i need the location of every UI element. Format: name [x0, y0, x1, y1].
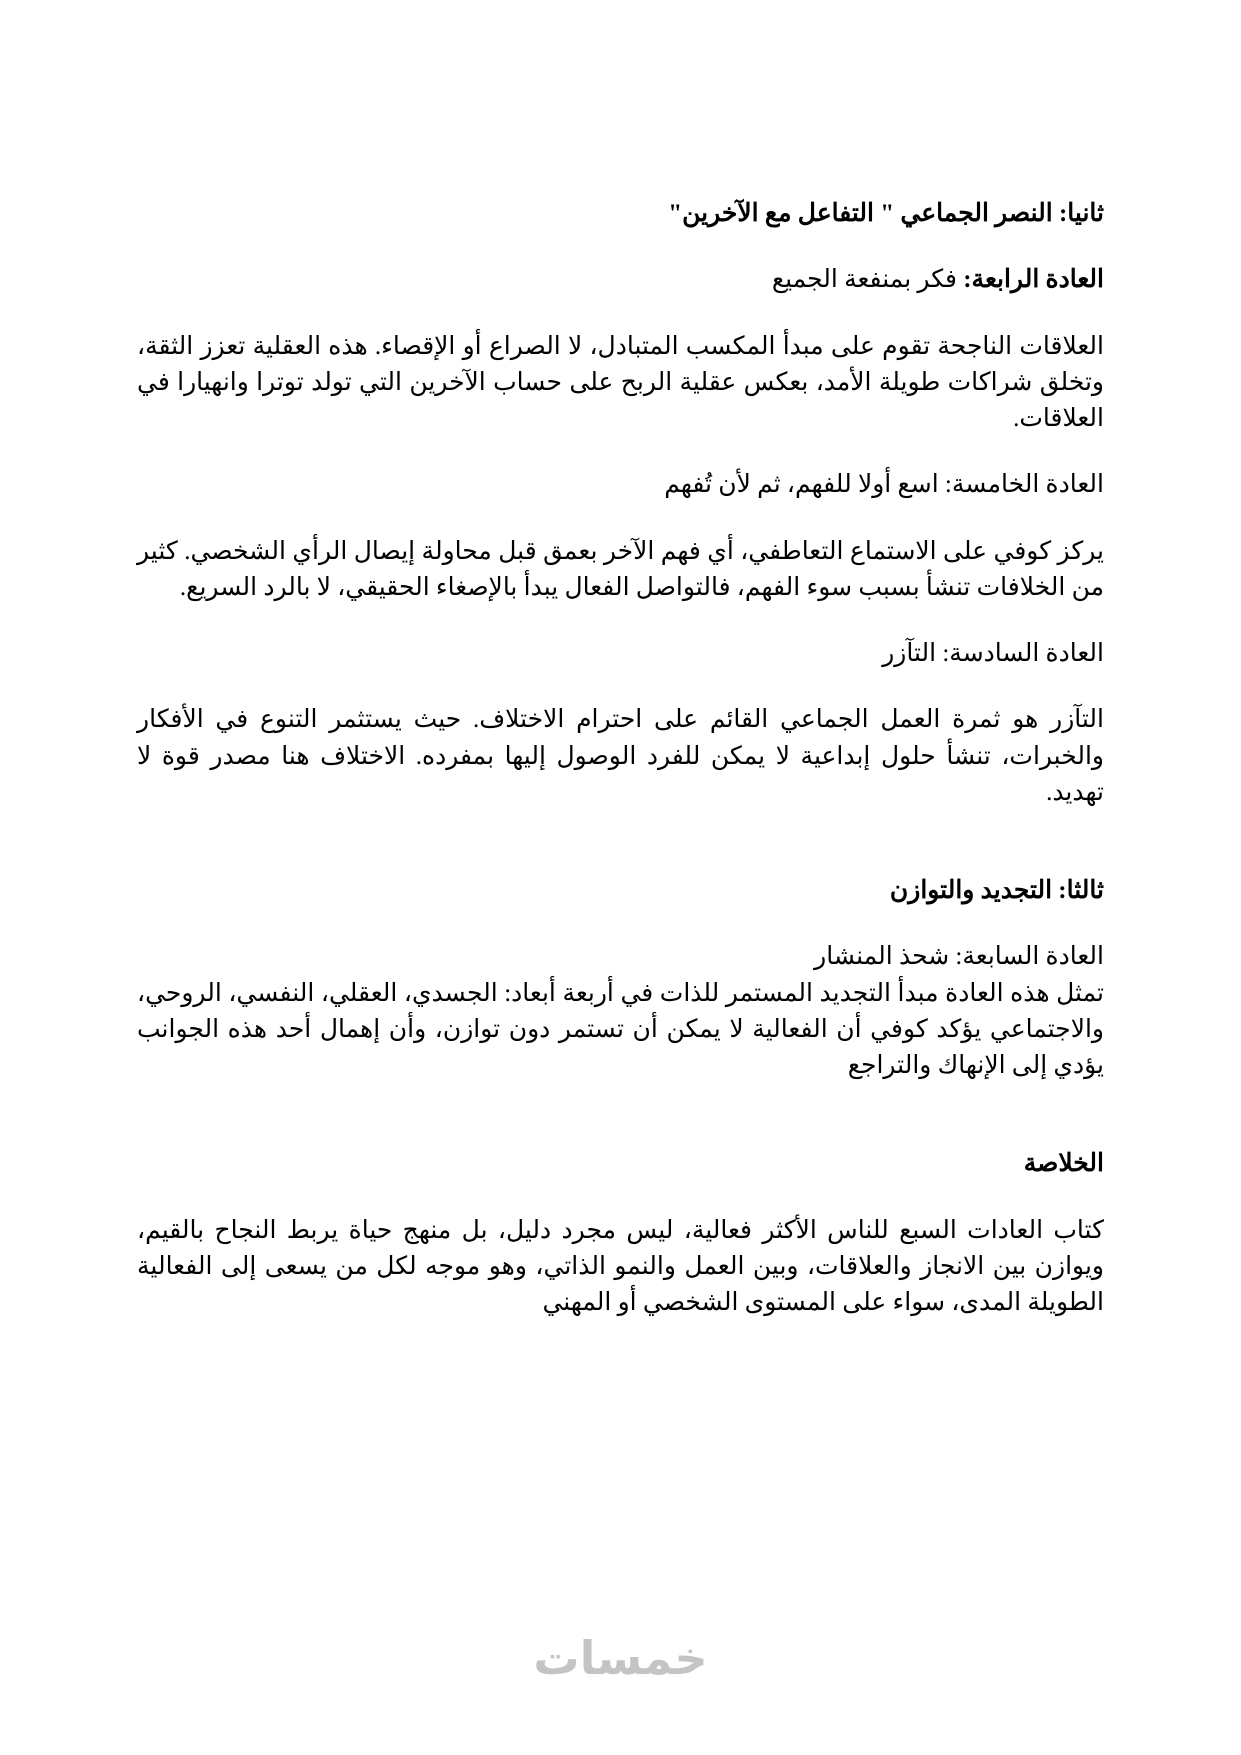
habit-4-label: العادة الرابعة: — [956, 266, 1104, 294]
habit-4-paragraph: العلاقات الناجحة تقوم على مبدأ المكسب المتبادل، لا الصراع أو الإقصاء. هذه العقلية تعزز الثقة، وتخلق شراكات طويلة الأمد، بعكس عقلية الربح على حساب الآخرين التي تولد توترا وانهيارا في العلاقات. — [137, 332, 1104, 432]
habit-4-title — [137, 262, 1104, 298]
habit-7-title: العادة السابعة: شحذ المنشار — [814, 943, 1104, 971]
document-content — [137, 196, 1104, 1351]
khamsat-watermark: خمسات — [533, 1631, 708, 1685]
section-heading-summary: الخلاصة — [1023, 1150, 1104, 1178]
habit-5-paragraph: يركز كوفي على الاستماع التعاطفي، أي فهم الآخر بعمق قبل محاولة إيصال الرأي الشخصي. كثير من الخلافات تنشأ بسبب سوء الفهم، فالتواصل الفعال يبدأ بالإصغاء الحقيقي، لا بالرد السريع. — [137, 537, 1104, 601]
habit-5-title: العادة الخامسة: اسع أولا للفهم، ثم لأن تُفهم — [664, 471, 1104, 499]
summary-paragraph: كتاب العادات السبع للناس الأكثر فعالية، ليس مجرد دليل، بل منهج حياة يربط النجاح بالقيم، ويوازن بين الانجاز والعلاقات، وبين العمل والنمو الذاتي، وهو موجه لكل من يسعى إلى الفعالية الطويلة المدى، سواء على المستوى الشخصي أو المهني — [137, 1216, 1104, 1316]
section-heading-collective-victory: ثانيا: النصر الجماعي " التفاعل مع الآخرين" — [668, 200, 1104, 227]
section-heading-renewal-balance: ثالثا: التجديد والتوازن — [889, 877, 1104, 904]
habit-7-paragraph: تمثل هذه العادة مبدأ التجديد المستمر للذات في أربعة أبعاد: الجسدي، العقلي، النفسي، الروحي، والاجتماعي يؤكد كوفي أن الفعالية لا يمكن أن تستمر دون توازن، وأن إهمال أحد هذه الجوانب يؤدي إلى الإنهاك والتراجع — [137, 979, 1104, 1079]
habit-4-text: فكر بمنفعة الجميع — [771, 266, 957, 294]
habit-6-title: العادة السادسة: التآزر — [882, 640, 1104, 667]
habit-6-paragraph: التآزر هو ثمرة العمل الجماعي القائم على احترام الاختلاف. حيث يستثمر التنوع في الأفكار والخبرات، تنشأ حلول إبداعية لا يمكن للفرد الوصول إليها بمفرده. الاختلاف هنا مصدر قوة لا تهديد. — [137, 706, 1104, 806]
